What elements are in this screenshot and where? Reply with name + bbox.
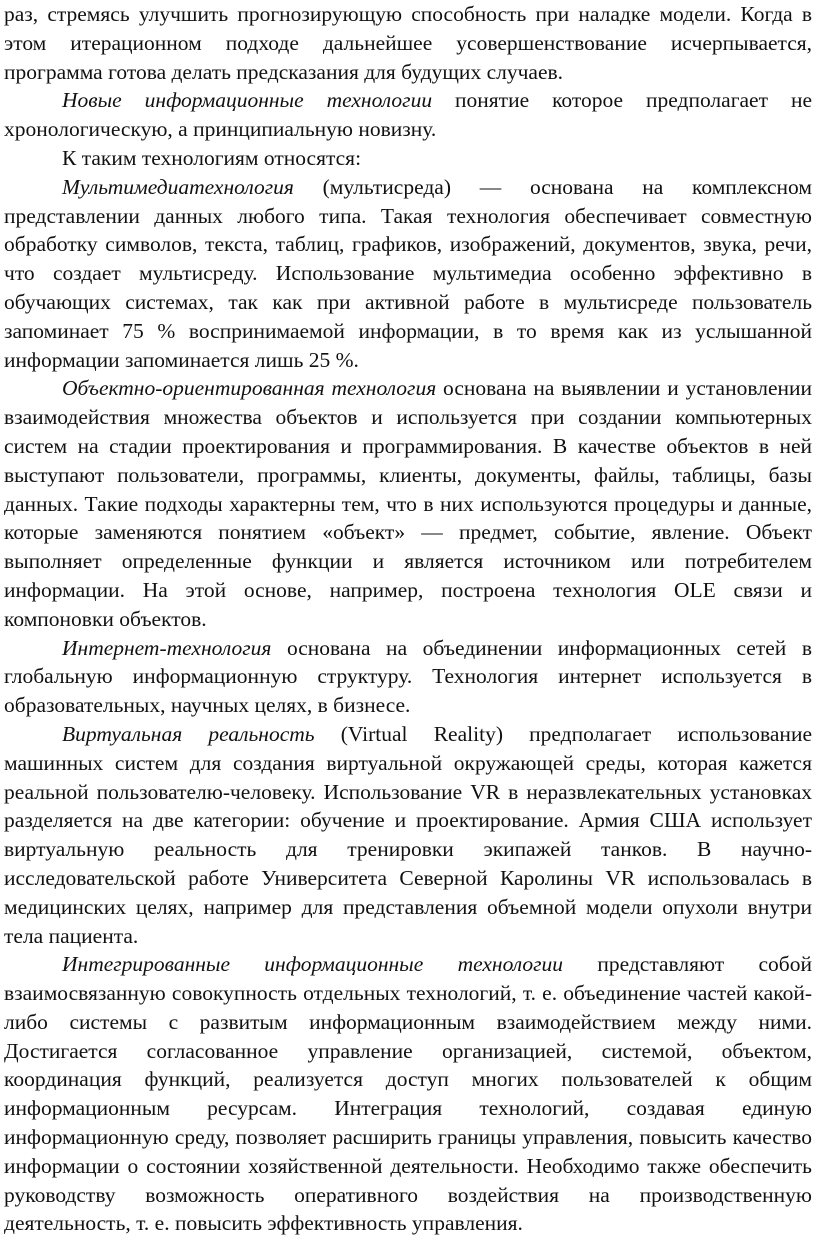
paragraph-text: понятие которое предполагает не хронологическую, а принципиальную новизну.: [4, 88, 812, 142]
paragraph-term: Интернет-технология: [62, 635, 272, 660]
paragraph-term: Объектно-ориентированная технология: [62, 376, 437, 401]
paragraph-internet: [4, 634, 812, 720]
paragraph-virtual-reality: [4, 720, 812, 950]
paragraph-intro: [4, 0, 812, 86]
paragraph-text: (мультисреда) — основана на комплексном представлении данных любого типа. Такая технология обеспечивает совместную обработку символов, текста, таблиц, графиков, изображений, документов, звука, речи, что создает мультисреду. Использование мультимедиа особенно эффективно в обучающих системах, так как при активной работе в мультисреде пользователь запоминает 75 % воспринимаемой информации, в то время как из услышанной информации запоминается лишь 25 %.: [4, 174, 812, 372]
paragraph-text: основана на выявлении и установлении взаимодействия множества объектов и используется при создании компьютерных систем на стадии проектирования и программирования. В качестве объектов в ней выступают пользователи, программы, клиенты, документы, файлы, таблицы, базы данных. Такие подходы характерны тем, что в них используются процедуры и данные, которые заменяются понятием «объект» — предмет, событие, явление. Объект выполняет определенные функции и является источником или потребителем информации. На этой основе, например, построена технология OLE связи и компоновки объектов.: [4, 376, 813, 631]
paragraph-object-oriented: [4, 374, 812, 633]
paragraph-term: Мультимедиатехнология: [62, 174, 294, 199]
paragraph-list-intro: [4, 144, 812, 173]
paragraph-text: (Virtual Reality) предполагает использование машинных систем для создания виртуальной окружающей среды, которая кажется реальной пользователю-человеку. Использование VR в неразвлекательных установках разделяется на две категории: обучение и проектирование. Армия США использует виртуальную реальность для тренировки экипажей танков. В научно-исследовательской работе Университета Северной Каролины VR использовалась в медицинских целях, например для представления объемной модели опухоли внутри тела пациента.: [4, 721, 812, 948]
paragraph-new-it: [4, 86, 812, 144]
paragraph-term: Интегрированные информационные технологии: [62, 952, 564, 977]
paragraph-integrated-it: [4, 950, 812, 1238]
paragraph-term: Новые информационные технологии: [62, 88, 433, 113]
paragraph-term: Виртуальная реальность: [62, 721, 315, 746]
paragraph-text: основана на объединении информационных сетей в глобальную информационную структуру. Технология интернет используется в образовательных, научных целях, в бизнесе.: [4, 635, 812, 718]
paragraph-text: К таким технологиям относятся:: [62, 145, 362, 170]
paragraph-multimedia: [4, 173, 812, 375]
paragraph-text: раз, стремясь улучшить прогнозирующую способность при наладке модели. Когда в этом итерационном подходе дальнейшее усовершенствование исчерпывается, программа готова делать предсказания для будущих случаев.: [4, 2, 812, 84]
paragraph-text: представляют собой взаимосвязанную совокупность отдельных технологий, т. е. объединение частей какой-либо системы с развитым информационным взаимодействием между ними. Достигается согласованное управление организацией, системой, объектом, координация функций, реализуется доступ многих пользователей к общим информационным ресурсам. Интеграция технологий, создавая единую информационную среду, позволяет расширить границы управления, повысить качество информации о состоянии хозяйственной деятельности. Необходимо также обеспечить руководству возможность оперативного воздействия на производственную деятельность, т. е. повысить эффективность управления.: [4, 952, 812, 1236]
